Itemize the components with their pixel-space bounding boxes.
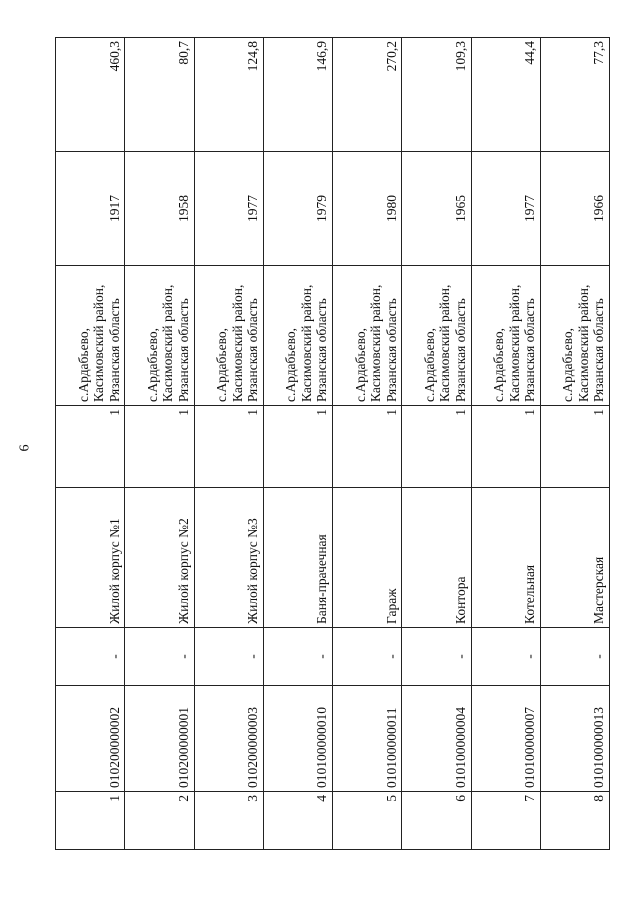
table-row xyxy=(540,38,609,850)
object-count: 1 xyxy=(125,406,194,488)
address-line: Рязанская область xyxy=(175,298,191,402)
inventory-number: 010200000003 xyxy=(194,686,263,792)
property-table xyxy=(55,37,610,850)
address-line: Касимовский район, xyxy=(575,284,591,402)
cadastral-number: - xyxy=(471,628,540,686)
address-line: с.Ардабьево, xyxy=(75,328,91,402)
inventory-number: 010200000001 xyxy=(125,686,194,792)
row-number: 6 xyxy=(402,792,471,850)
address-line: с.Ардабьево, xyxy=(491,328,507,402)
address-line: Рязанская область xyxy=(383,298,399,402)
object-count: 1 xyxy=(56,406,125,488)
address-line: Рязанская область xyxy=(452,298,468,402)
row-number: 7 xyxy=(471,792,540,850)
construction-year: 1980 xyxy=(333,152,402,266)
object-address xyxy=(56,266,125,406)
cadastral-number: - xyxy=(540,628,609,686)
object-count: 1 xyxy=(333,406,402,488)
object-name: Жилой корпус №2 xyxy=(125,488,194,628)
object-area: 270,2 xyxy=(333,38,402,152)
construction-year: 1965 xyxy=(402,152,471,266)
object-area: 109,3 xyxy=(402,38,471,152)
address-line: Касимовский район, xyxy=(506,284,522,402)
address-line: Рязанская область xyxy=(522,298,538,402)
object-name: Котельная xyxy=(471,488,540,628)
object-name: Мастерская xyxy=(540,488,609,628)
address-line: Касимовский район, xyxy=(368,284,384,402)
row-number: 4 xyxy=(263,792,332,850)
address-line: с.Ардабьево, xyxy=(283,328,299,402)
construction-year: 1958 xyxy=(125,152,194,266)
table-row xyxy=(125,38,194,850)
object-name: Жилой корпус №3 xyxy=(194,488,263,628)
table-row xyxy=(333,38,402,850)
cadastral-number: - xyxy=(263,628,332,686)
object-name: Баня-прачечная xyxy=(263,488,332,628)
object-name: Жилой корпус №1 xyxy=(56,488,125,628)
cadastral-number: - xyxy=(333,628,402,686)
address-line: с.Ардабьево, xyxy=(421,328,437,402)
object-area: 460,3 xyxy=(56,38,125,152)
cadastral-number: - xyxy=(194,628,263,686)
address-line: с.Ардабьево, xyxy=(352,328,368,402)
address-line: Касимовский район, xyxy=(91,284,107,402)
table-row xyxy=(402,38,471,850)
object-address xyxy=(402,266,471,406)
object-area: 146,9 xyxy=(263,38,332,152)
object-count: 1 xyxy=(471,406,540,488)
object-area: 77,3 xyxy=(540,38,609,152)
object-count: 1 xyxy=(402,406,471,488)
page-number: 6 xyxy=(17,444,33,452)
address-line: Рязанская область xyxy=(591,298,607,402)
inventory-number: 010100000010 xyxy=(263,686,332,792)
row-number: 3 xyxy=(194,792,263,850)
address-line: с.Ардабьево, xyxy=(144,328,160,402)
object-address xyxy=(194,266,263,406)
construction-year: 1977 xyxy=(471,152,540,266)
address-line: Рязанская область xyxy=(106,298,122,402)
table-row xyxy=(194,38,263,850)
row-number: 2 xyxy=(125,792,194,850)
object-count: 1 xyxy=(194,406,263,488)
row-number: 1 xyxy=(56,792,125,850)
row-number: 5 xyxy=(333,792,402,850)
object-area: 124,8 xyxy=(194,38,263,152)
row-number: 8 xyxy=(540,792,609,850)
address-line: с.Ардабьево, xyxy=(214,328,230,402)
address-line: Рязанская область xyxy=(314,298,330,402)
inventory-number: 010100000013 xyxy=(540,686,609,792)
construction-year: 1917 xyxy=(56,152,125,266)
object-address xyxy=(540,266,609,406)
inventory-number: 010100000011 xyxy=(333,686,402,792)
address-line: Касимовский район, xyxy=(160,284,176,402)
object-address xyxy=(125,266,194,406)
address-line: Касимовский район, xyxy=(298,284,314,402)
table-row xyxy=(56,38,125,850)
cadastral-number: - xyxy=(56,628,125,686)
property-table-wrapper xyxy=(55,38,610,850)
address-line: Касимовский район, xyxy=(229,284,245,402)
object-area: 80,7 xyxy=(125,38,194,152)
inventory-number: 010200000002 xyxy=(56,686,125,792)
cadastral-number: - xyxy=(125,628,194,686)
object-count: 1 xyxy=(540,406,609,488)
address-line: Рязанская область xyxy=(245,298,261,402)
construction-year: 1977 xyxy=(194,152,263,266)
table-row xyxy=(471,38,540,850)
object-address xyxy=(333,266,402,406)
table-row xyxy=(263,38,332,850)
address-line: Касимовский район, xyxy=(437,284,453,402)
inventory-number: 010100000004 xyxy=(402,686,471,792)
object-name: Контора xyxy=(402,488,471,628)
object-area: 44,4 xyxy=(471,38,540,152)
construction-year: 1966 xyxy=(540,152,609,266)
object-address xyxy=(471,266,540,406)
object-name: Гараж xyxy=(333,488,402,628)
construction-year: 1979 xyxy=(263,152,332,266)
object-count: 1 xyxy=(263,406,332,488)
address-line: с.Ардабьево, xyxy=(560,328,576,402)
object-address xyxy=(263,266,332,406)
inventory-number: 010100000007 xyxy=(471,686,540,792)
cadastral-number: - xyxy=(402,628,471,686)
